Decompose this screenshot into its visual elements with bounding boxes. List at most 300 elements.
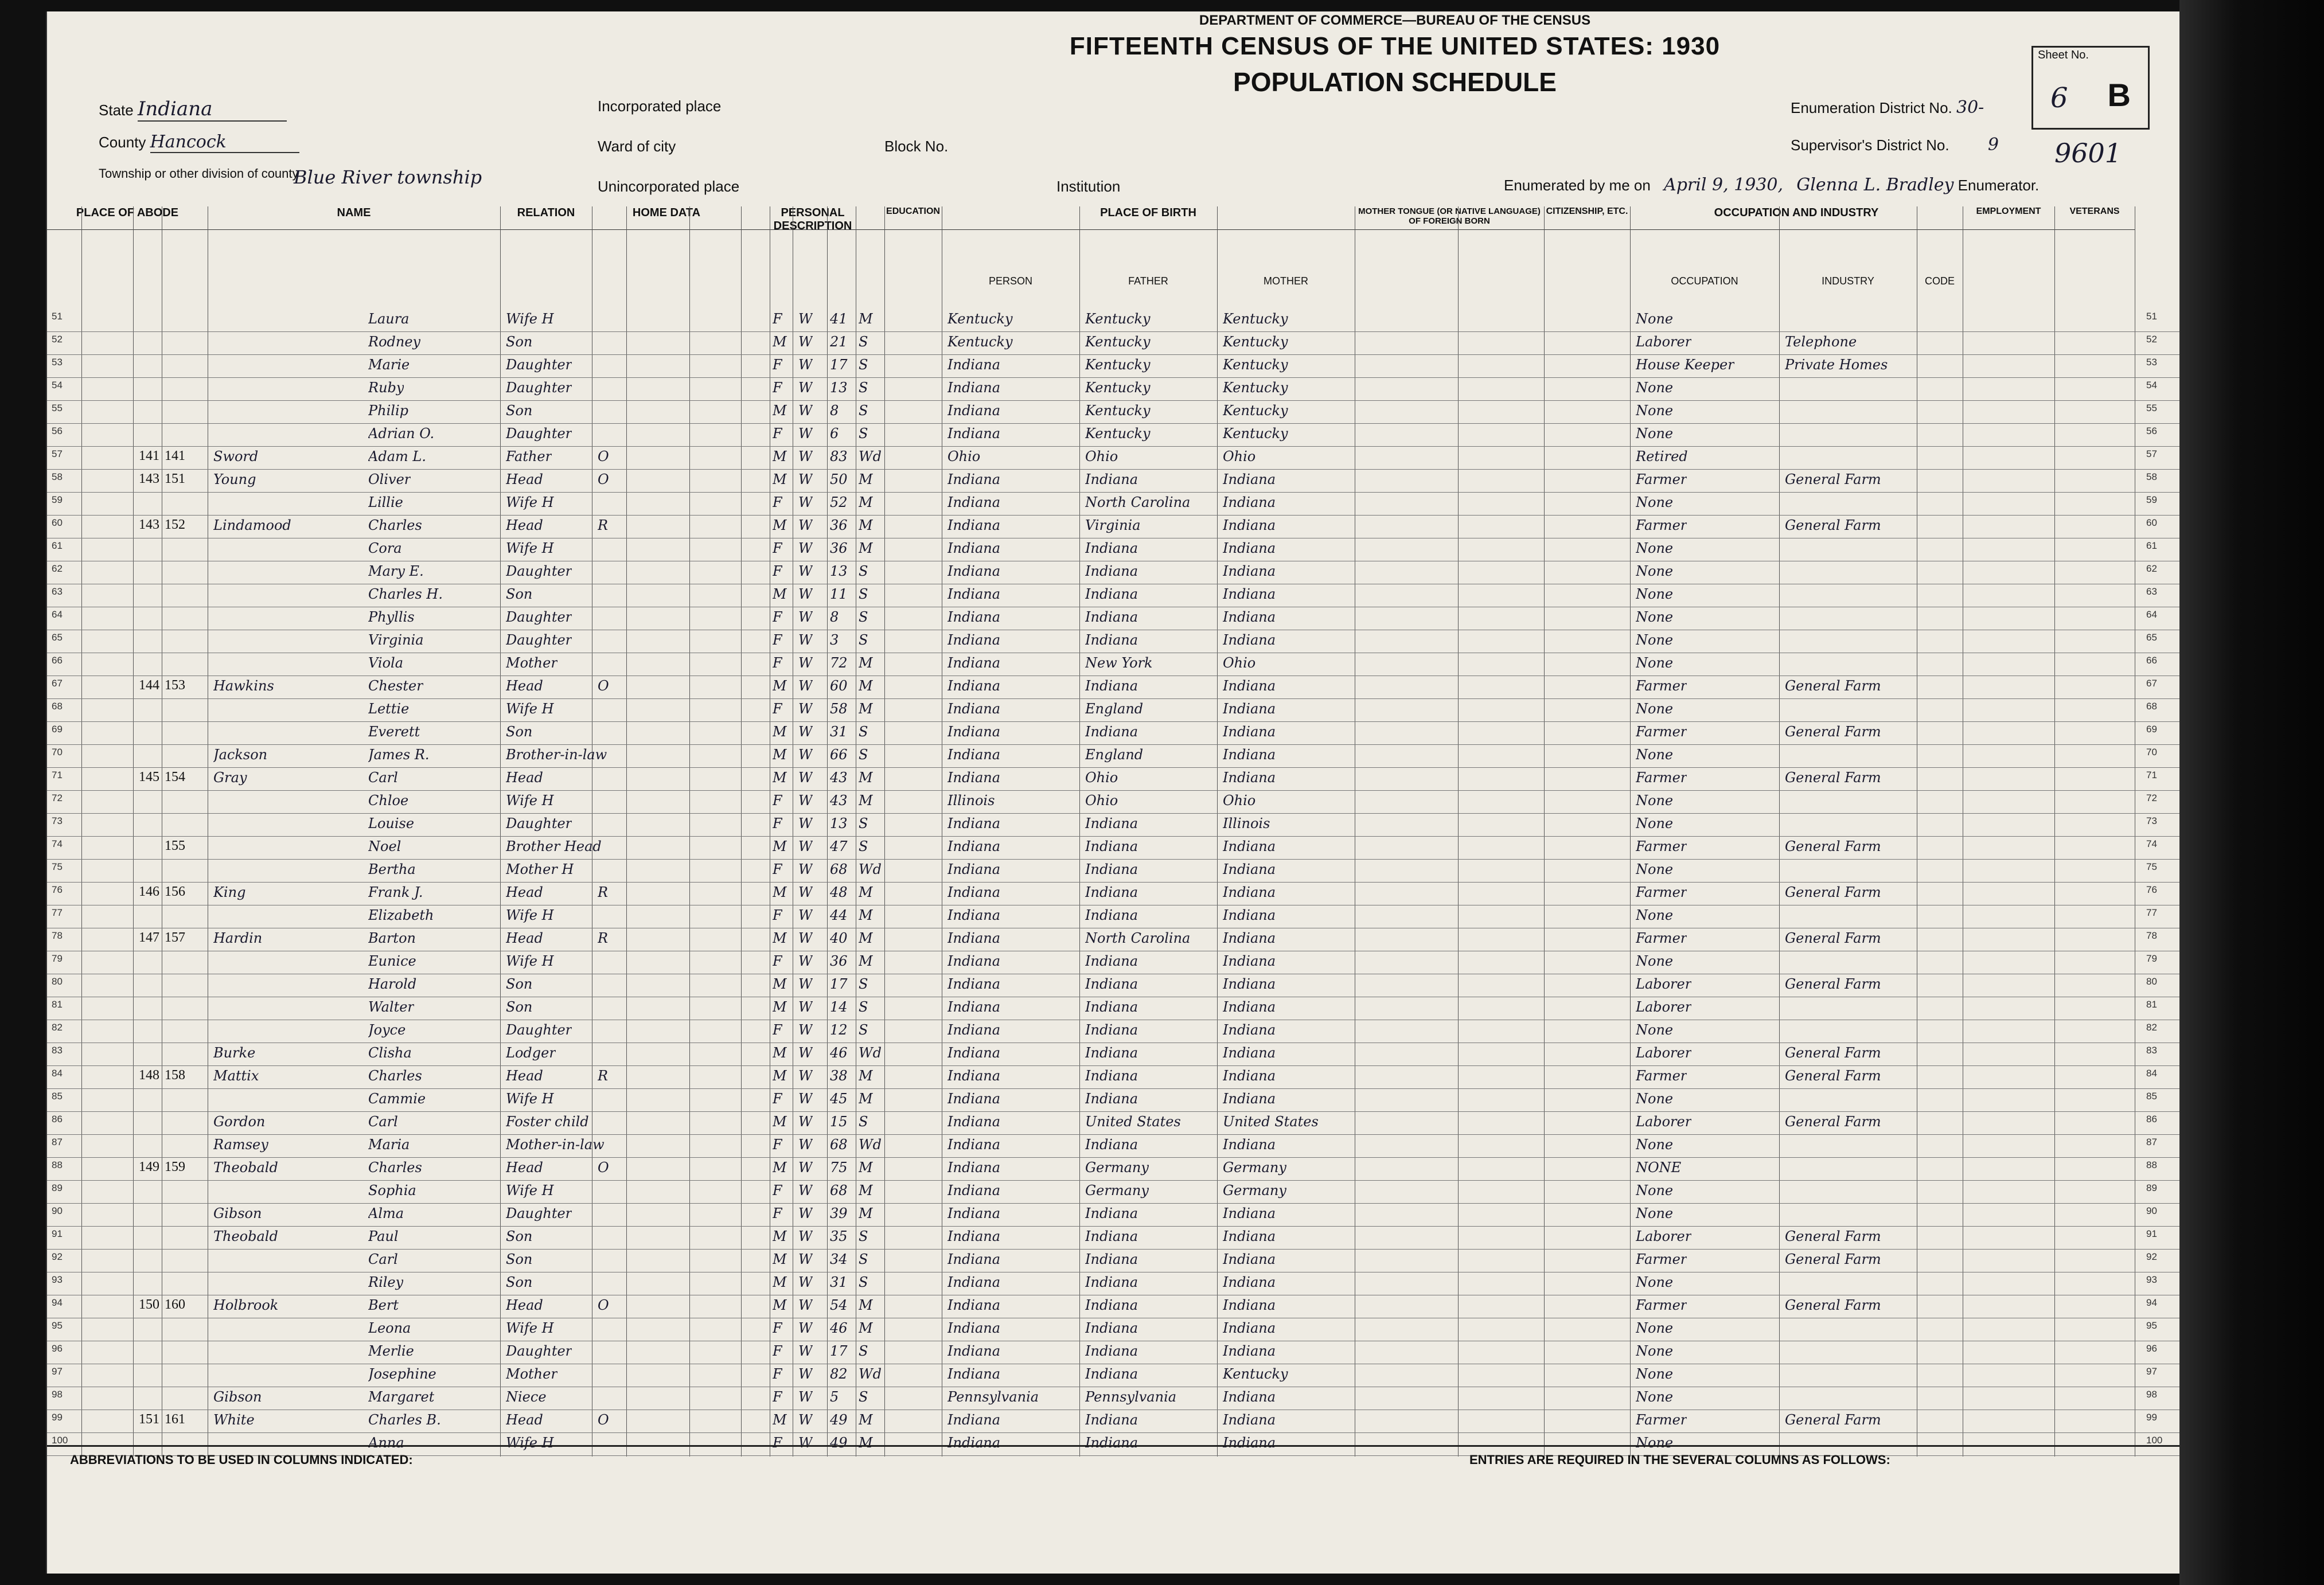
cell-mar: M xyxy=(859,1435,873,1451)
cell-own: O xyxy=(598,471,609,487)
cell-father: Indiana xyxy=(1085,724,1138,740)
cell-given: Anna xyxy=(368,1435,404,1451)
cell-birth: Indiana xyxy=(947,1022,1001,1038)
cell-race: W xyxy=(798,930,813,946)
cell-sex: M xyxy=(773,517,787,533)
cell-mar: S xyxy=(859,1251,868,1267)
cell-age: 3 xyxy=(830,632,839,648)
cell-given: Alma xyxy=(368,1205,404,1221)
cell-age: 58 xyxy=(830,701,848,717)
cell-rel: Mother H xyxy=(506,861,574,877)
table-row xyxy=(47,584,2181,607)
cell-father: Indiana xyxy=(1085,884,1138,900)
cell-line: 65 xyxy=(52,632,63,643)
col-occupation: OCCUPATION xyxy=(1630,275,1780,298)
cell-age: 68 xyxy=(830,861,848,877)
cell-age: 72 xyxy=(830,655,848,671)
cell-sex: F xyxy=(773,1343,782,1359)
cell-line-right: 74 xyxy=(2146,838,2157,849)
cell-mother: Indiana xyxy=(1223,517,1276,533)
table-row xyxy=(47,400,2181,424)
cell-mother: Indiana xyxy=(1223,563,1276,579)
cell-father: Indiana xyxy=(1085,1343,1138,1359)
cell-dw: 146 xyxy=(139,884,159,899)
enumerator-name: Glenna L. Bradley xyxy=(1796,175,1954,195)
cell-line: 86 xyxy=(52,1114,63,1125)
cell-occ: None xyxy=(1636,655,1674,671)
cell-rel: Son xyxy=(506,999,533,1015)
cell-rel: Foster child xyxy=(506,1114,589,1130)
table-row xyxy=(47,698,2181,722)
cell-race: W xyxy=(798,953,813,969)
cell-mar: M xyxy=(859,792,873,809)
county-label: County xyxy=(99,134,146,151)
table-row xyxy=(47,1180,2181,1204)
cell-line-right: 66 xyxy=(2146,655,2157,666)
cell-sex: M xyxy=(773,930,787,946)
cell-mother: United States xyxy=(1223,1114,1319,1130)
cell-birth: Indiana xyxy=(947,1412,1001,1428)
cell-sex: F xyxy=(773,1091,782,1107)
cell-race: W xyxy=(798,425,813,442)
cell-line-right: 52 xyxy=(2146,334,2157,345)
department-header: DEPARTMENT OF COMMERCE—BUREAU OF THE CENSUS xyxy=(1199,13,1591,28)
cell-birth: Indiana xyxy=(947,632,1001,648)
cell-sex: M xyxy=(773,838,787,854)
cell-line: 66 xyxy=(52,655,63,666)
cell-race: W xyxy=(798,1228,813,1244)
cell-line: 60 xyxy=(52,517,63,528)
township-label: Township or other division of county xyxy=(99,166,299,181)
table-row xyxy=(47,1364,2181,1387)
state-field xyxy=(99,97,287,122)
township-value: Blue River township xyxy=(294,166,482,188)
cell-given: Marie xyxy=(368,357,410,373)
cell-line-right: 79 xyxy=(2146,953,2157,964)
cell-occ: None xyxy=(1636,1343,1674,1359)
cell-birth: Indiana xyxy=(947,1137,1001,1153)
cell-birth: Indiana xyxy=(947,770,1001,786)
cell-age: 36 xyxy=(830,953,848,969)
cell-dw: 151 xyxy=(139,1412,159,1427)
cell-line: 93 xyxy=(52,1274,63,1285)
cell-line: 100 xyxy=(52,1435,68,1446)
cell-line-right: 87 xyxy=(2146,1137,2157,1147)
cell-father: North Carolina xyxy=(1085,494,1191,510)
cell-birth: Indiana xyxy=(947,494,1001,510)
cell-rel: Head xyxy=(506,1297,543,1313)
cell-race: W xyxy=(798,357,813,373)
cell-race: W xyxy=(798,563,813,579)
cell-rel: Head xyxy=(506,678,543,694)
cell-father: Indiana xyxy=(1085,1228,1138,1244)
cell-race: W xyxy=(798,1160,813,1176)
cell-given: Charles xyxy=(368,1068,422,1084)
cell-line-right: 80 xyxy=(2146,976,2157,987)
cell-ind: General Farm xyxy=(1785,1412,1881,1428)
table-row xyxy=(47,882,2181,905)
cell-rel: Son xyxy=(506,334,533,350)
cell-line-right: 88 xyxy=(2146,1160,2157,1170)
cell-rel: Daughter xyxy=(506,815,572,831)
cell-line-right: 93 xyxy=(2146,1274,2157,1285)
cell-race: W xyxy=(798,815,813,831)
cell-mar: S xyxy=(859,976,868,992)
table-row xyxy=(47,561,2181,584)
cell-ind: General Farm xyxy=(1785,1045,1881,1061)
cell-fam: 156 xyxy=(165,884,185,899)
cell-line-right: 70 xyxy=(2146,747,2157,758)
cell-line-right: 51 xyxy=(2146,311,2157,322)
cell-occ: None xyxy=(1636,1091,1674,1107)
cell-occ: Laborer xyxy=(1636,1228,1692,1244)
cell-birth: Indiana xyxy=(947,655,1001,671)
cell-mother: Indiana xyxy=(1223,747,1276,763)
cell-birth: Indiana xyxy=(947,701,1001,717)
cell-sex: M xyxy=(773,471,787,487)
abbreviations-title: ABBREVIATIONS TO BE USED IN COLUMNS INDICATED: xyxy=(70,1453,413,1467)
cell-occ: Farmer xyxy=(1636,770,1687,786)
cell-mar: M xyxy=(859,1182,873,1198)
group-abode: PLACE OF ABODE xyxy=(47,206,208,230)
cell-given: Chester xyxy=(368,678,423,694)
unincorporated-label: Unincorporated place xyxy=(598,178,740,195)
cell-age: 14 xyxy=(830,999,848,1015)
cell-occ: None xyxy=(1636,907,1674,923)
cell-mother: Indiana xyxy=(1223,1228,1276,1244)
cell-given: Virginia xyxy=(368,632,424,648)
cell-mar: S xyxy=(859,632,868,648)
cell-occ: House Keeper xyxy=(1636,357,1734,373)
cell-occ: Laborer xyxy=(1636,1045,1692,1061)
cell-age: 11 xyxy=(830,586,848,602)
cell-occ: None xyxy=(1636,1022,1674,1038)
cell-given: Eunice xyxy=(368,953,416,969)
table-row xyxy=(47,997,2181,1020)
cell-given: Noel xyxy=(368,838,401,854)
cell-fam: 159 xyxy=(165,1160,185,1174)
cell-line: 85 xyxy=(52,1091,63,1102)
cell-birth: Indiana xyxy=(947,747,1001,763)
table-row xyxy=(47,974,2181,997)
cell-sex: M xyxy=(773,1160,787,1176)
cell-birth: Indiana xyxy=(947,1435,1001,1451)
cell-given: Louise xyxy=(368,815,415,831)
cell-occ: None xyxy=(1636,425,1674,442)
cell-age: 36 xyxy=(830,517,848,533)
cell-sex: M xyxy=(773,770,787,786)
sheet-side: B xyxy=(2107,77,2131,113)
cell-birth: Illinois xyxy=(947,792,995,809)
cell-ind: General Farm xyxy=(1785,838,1881,854)
cell-father: Kentucky xyxy=(1085,380,1151,396)
cell-mar: M xyxy=(859,907,873,923)
table-row xyxy=(47,1226,2181,1250)
cell-line: 80 xyxy=(52,976,63,987)
cell-mar: S xyxy=(859,609,868,625)
table-row xyxy=(47,653,2181,676)
cell-mar: M xyxy=(859,517,873,533)
cell-sur: Burke xyxy=(213,1045,256,1061)
cell-line-right: 96 xyxy=(2146,1343,2157,1354)
cell-race: W xyxy=(798,1091,813,1107)
cell-sex: F xyxy=(773,632,782,648)
cell-age: 45 xyxy=(830,1091,848,1107)
cell-sex: M xyxy=(773,1068,787,1084)
cell-birth: Indiana xyxy=(947,1205,1001,1221)
cell-line: 91 xyxy=(52,1228,63,1239)
table-row xyxy=(47,905,2181,928)
cell-ind: General Farm xyxy=(1785,1251,1881,1267)
cell-race: W xyxy=(798,1205,813,1221)
cell-father: Germany xyxy=(1085,1182,1149,1198)
cell-rel: Head xyxy=(506,1160,543,1176)
table-row xyxy=(47,676,2181,699)
cell-line-right: 63 xyxy=(2146,586,2157,597)
cell-father: Indiana xyxy=(1085,563,1138,579)
cell-father: Indiana xyxy=(1085,1320,1138,1336)
cell-occ: Farmer xyxy=(1636,930,1687,946)
table-row xyxy=(47,377,2181,401)
cell-ind: General Farm xyxy=(1785,1297,1881,1313)
cell-mar: Wd xyxy=(859,861,882,877)
county-field xyxy=(99,132,299,153)
cell-age: 66 xyxy=(830,747,848,763)
cell-mother: Germany xyxy=(1223,1182,1286,1198)
cell-dw: 147 xyxy=(139,930,159,945)
cell-mar: M xyxy=(859,678,873,694)
cell-mother: Kentucky xyxy=(1223,311,1288,327)
cell-race: W xyxy=(798,999,813,1015)
table-row xyxy=(47,423,2181,447)
cell-ind: General Farm xyxy=(1785,770,1881,786)
cell-mother: Illinois xyxy=(1223,815,1270,831)
col-father: FATHER xyxy=(1079,275,1218,298)
cell-mother: Indiana xyxy=(1223,999,1276,1015)
cell-own: O xyxy=(598,678,609,694)
cell-age: 46 xyxy=(830,1320,848,1336)
cell-sex: F xyxy=(773,907,782,923)
cell-age: 82 xyxy=(830,1366,848,1382)
cell-sur: Mattix xyxy=(213,1068,259,1084)
census-sheet xyxy=(46,11,2181,1574)
cell-mar: M xyxy=(859,311,873,327)
cell-age: 8 xyxy=(830,403,839,419)
cell-own: O xyxy=(598,1160,609,1176)
state-value: Indiana xyxy=(138,97,287,122)
cell-father: Indiana xyxy=(1085,1205,1138,1221)
cell-occ: None xyxy=(1636,632,1674,648)
cell-mother: Kentucky xyxy=(1223,334,1288,350)
cell-rel: Wife H xyxy=(506,311,554,327)
cell-given: Bert xyxy=(368,1297,399,1313)
page-stamp: 9601 xyxy=(2054,138,2122,169)
group-relation: RELATION xyxy=(500,206,592,230)
cell-given: Oliver xyxy=(368,471,411,487)
cell-mother: Indiana xyxy=(1223,976,1276,992)
cell-mar: S xyxy=(859,999,868,1015)
cell-fam: 155 xyxy=(165,838,185,853)
cell-birth: Indiana xyxy=(947,1091,1001,1107)
table-row xyxy=(47,1410,2181,1433)
cell-own: O xyxy=(598,1297,609,1313)
table-row xyxy=(47,951,2181,974)
cell-mother: Indiana xyxy=(1223,1137,1276,1153)
cell-ind: General Farm xyxy=(1785,1068,1881,1084)
cell-line: 95 xyxy=(52,1320,63,1331)
cell-line-right: 67 xyxy=(2146,678,2157,689)
cell-rel: Mother xyxy=(506,655,557,671)
cell-line: 96 xyxy=(52,1343,63,1354)
enumerated-field xyxy=(1504,175,2039,195)
cell-line: 73 xyxy=(52,815,63,826)
table-row xyxy=(47,1387,2181,1410)
table-row xyxy=(47,1341,2181,1364)
cell-line: 82 xyxy=(52,1022,63,1033)
cell-father: Ohio xyxy=(1085,448,1118,464)
supervisor-value: 9 xyxy=(1987,135,1999,155)
cell-occ: None xyxy=(1636,380,1674,396)
cell-fam: 157 xyxy=(165,930,185,945)
cell-rel: Son xyxy=(506,1228,533,1244)
cell-given: Charles xyxy=(368,1160,422,1176)
cell-rel: Brother Head xyxy=(506,838,602,854)
cell-line: 62 xyxy=(52,563,63,574)
cell-father: North Carolina xyxy=(1085,930,1191,946)
cell-line-right: 94 xyxy=(2146,1297,2157,1308)
cell-father: England xyxy=(1085,747,1144,763)
cell-line-right: 72 xyxy=(2146,792,2157,803)
cell-age: 43 xyxy=(830,770,848,786)
cell-mother: Indiana xyxy=(1223,494,1276,510)
cell-rel: Wife H xyxy=(506,1182,554,1198)
cell-mother: Indiana xyxy=(1223,1091,1276,1107)
cell-race: W xyxy=(798,678,813,694)
cell-occ: Retired xyxy=(1636,448,1688,464)
table-row xyxy=(47,1318,2181,1341)
cell-fam: 153 xyxy=(165,678,185,693)
cell-sex: F xyxy=(773,380,782,396)
cell-sex: M xyxy=(773,403,787,419)
cell-given: Carl xyxy=(368,1114,398,1130)
cell-birth: Indiana xyxy=(947,1251,1001,1267)
cell-occ: None xyxy=(1636,792,1674,809)
cell-birth: Indiana xyxy=(947,1160,1001,1176)
table-row xyxy=(47,1295,2181,1318)
cell-birth: Indiana xyxy=(947,540,1001,556)
cell-line: 92 xyxy=(52,1251,63,1262)
group-name: NAME xyxy=(208,206,501,230)
cell-given: Paul xyxy=(368,1228,399,1244)
table-row xyxy=(47,492,2181,516)
cell-age: 48 xyxy=(830,884,848,900)
cell-fam: 154 xyxy=(165,770,185,784)
cell-race: W xyxy=(798,609,813,625)
cell-own: R xyxy=(598,930,609,946)
cell-rel: Head xyxy=(506,884,543,900)
cell-age: 34 xyxy=(830,1251,848,1267)
cell-mar: M xyxy=(859,1068,873,1084)
cell-age: 83 xyxy=(830,448,848,464)
enum-district-label: Enumeration District No. xyxy=(1791,99,1952,116)
cell-given: Clisha xyxy=(368,1045,412,1061)
cell-occ: None xyxy=(1636,701,1674,717)
cell-mother: Indiana xyxy=(1223,1435,1276,1451)
cell-age: 60 xyxy=(830,678,848,694)
cell-sex: F xyxy=(773,311,782,327)
cell-father: Kentucky xyxy=(1085,357,1151,373)
cell-occ: Farmer xyxy=(1636,1068,1687,1084)
cell-line: 71 xyxy=(52,770,63,780)
cell-sex: F xyxy=(773,425,782,442)
cell-sex: F xyxy=(773,815,782,831)
cell-rel: Daughter xyxy=(506,563,572,579)
cell-occ: None xyxy=(1636,815,1674,831)
cell-given: Charles B. xyxy=(368,1412,441,1428)
table-row xyxy=(47,630,2181,653)
cell-age: 35 xyxy=(830,1228,848,1244)
cell-race: W xyxy=(798,1366,813,1382)
cell-father: Indiana xyxy=(1085,678,1138,694)
cell-father: United States xyxy=(1085,1114,1181,1130)
cell-line-right: 81 xyxy=(2146,999,2157,1010)
cell-race: W xyxy=(798,632,813,648)
cell-line-right: 82 xyxy=(2146,1022,2157,1033)
cell-ind: General Farm xyxy=(1785,1228,1881,1244)
cell-mother: Indiana xyxy=(1223,1068,1276,1084)
cell-race: W xyxy=(798,1274,813,1290)
cell-age: 68 xyxy=(830,1137,848,1153)
table-row xyxy=(47,721,2181,745)
cell-age: 36 xyxy=(830,540,848,556)
cell-ind: Telephone xyxy=(1785,334,1857,350)
cell-given: Carl xyxy=(368,1251,398,1267)
cell-birth: Indiana xyxy=(947,586,1001,602)
cell-occ: None xyxy=(1636,747,1674,763)
cell-mother: Indiana xyxy=(1223,1251,1276,1267)
cell-line-right: 54 xyxy=(2146,380,2157,391)
cell-mar: S xyxy=(859,1228,868,1244)
group-birth: PLACE OF BIRTH xyxy=(942,206,1355,230)
cell-line-right: 71 xyxy=(2146,770,2157,780)
cell-mar: S xyxy=(859,425,868,442)
cell-mar: S xyxy=(859,815,868,831)
cell-line-right: 73 xyxy=(2146,815,2157,826)
cell-rel: Son xyxy=(506,724,533,740)
cell-occ: None xyxy=(1636,1366,1674,1382)
cell-line-right: 55 xyxy=(2146,403,2157,413)
cell-dw: 150 xyxy=(139,1297,159,1312)
cell-ind: General Farm xyxy=(1785,678,1881,694)
cell-mother: Ohio xyxy=(1223,448,1256,464)
cell-mar: M xyxy=(859,494,873,510)
cell-given: Ruby xyxy=(368,380,404,396)
cell-father: Indiana xyxy=(1085,815,1138,831)
cell-rel: Wife H xyxy=(506,701,554,717)
cell-mar: S xyxy=(859,586,868,602)
cell-line-right: 75 xyxy=(2146,861,2157,872)
group-tongue: MOTHER TONGUE (OR NATIVE LANGUAGE) OF FOREIGN BORN xyxy=(1355,206,1545,230)
cell-line: 64 xyxy=(52,609,63,620)
cell-fam: 151 xyxy=(165,471,185,486)
cell-birth: Indiana xyxy=(947,884,1001,900)
cell-given: Lillie xyxy=(368,494,403,510)
cell-mar: M xyxy=(859,701,873,717)
cell-age: 8 xyxy=(830,609,839,625)
cell-line-right: 91 xyxy=(2146,1228,2157,1239)
cell-line-right: 100 xyxy=(2146,1435,2163,1446)
cell-rel: Daughter xyxy=(506,632,572,648)
